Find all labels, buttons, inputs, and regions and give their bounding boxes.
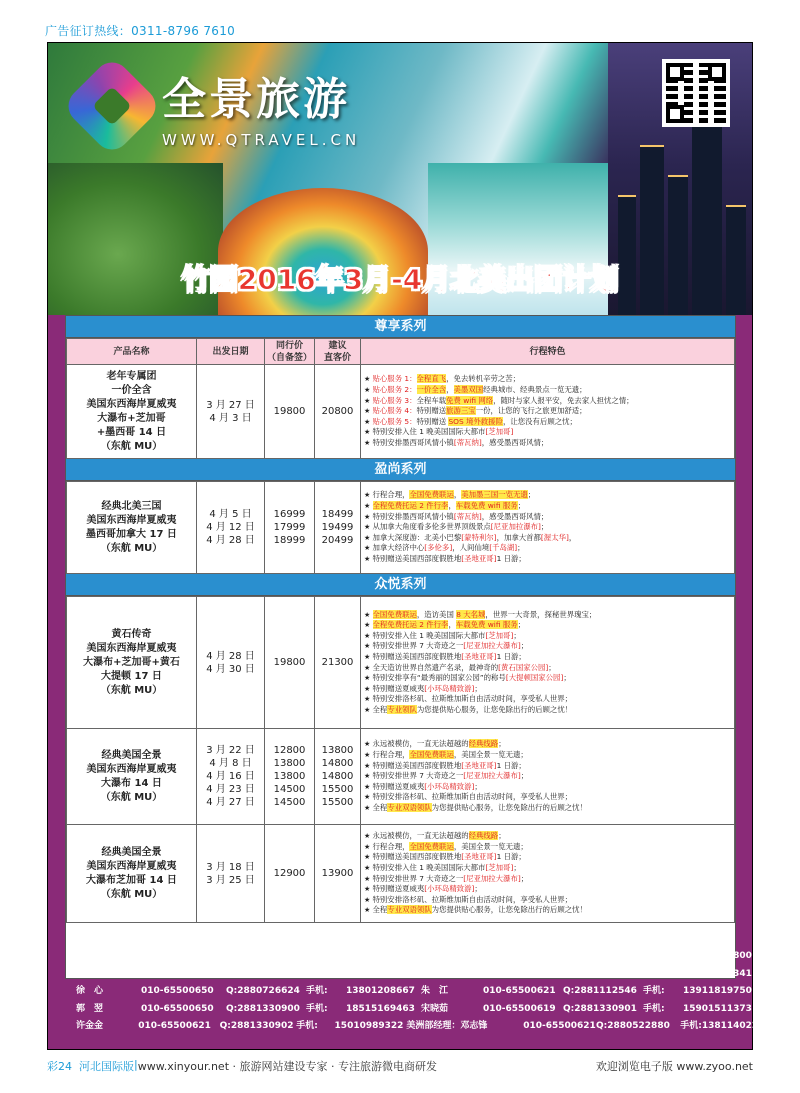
contact-mobile: 13811044341 — [683, 968, 752, 979]
feature-line: ★ 贴心服务 1：全程直飞，免去转机辛劳之苦； — [364, 374, 731, 385]
contact-qq: Q:2881112588 — [226, 968, 300, 979]
contact-tel: 010-65500650 — [141, 1003, 214, 1014]
cell-line: （东航 MU） — [100, 542, 163, 554]
cell-line: 13800 — [273, 771, 306, 782]
feature-line: ★ 特别安排入住 1 晚美国国际大都市[芝加哥]； — [364, 863, 731, 874]
cell-line: 大瀑布+芝加哥 — [97, 412, 166, 424]
contact-name: 郭 翌 — [76, 1003, 104, 1014]
cell-line: 18499 — [321, 509, 354, 520]
cell-line: 13800 — [273, 758, 306, 769]
tour-table-panel — [65, 315, 736, 979]
departure-dates — [197, 597, 265, 729]
feature-line: ★ 特别赠送夏威夷[小环岛精致游]； — [364, 884, 731, 895]
footer-right: 欢迎浏览电子版 www.zyoo.net — [595, 1060, 753, 1073]
cell-line: 4 月 27 日 — [206, 797, 255, 808]
feature-line: ★ 行程合理，全国免费联运，美加墨三国一览无遗； — [364, 490, 731, 501]
contact-row — [76, 983, 776, 1001]
retail-price — [315, 729, 361, 825]
features — [361, 825, 735, 923]
cell-line: 美国东西海岸夏威夷 — [86, 642, 177, 654]
cell-line: 美国东西海岸夏威夷 — [86, 514, 177, 526]
feature-line: ★ 全程专业领队为您提供贴心服务，让您免除出行的后顾之忧！ — [364, 705, 731, 716]
cell-line: 4 月 28 日 — [206, 535, 255, 546]
cell-line: 大瀑布 14 日 — [101, 777, 162, 789]
feature-line: ★ 从加拿大角度看多伦多世界顶级景点[尼亚加拉瀑布]； — [364, 522, 731, 533]
contact-mobile-label: 手机: — [306, 951, 328, 961]
cell-line: （东航 MU） — [100, 888, 163, 900]
cell-line: +墨西哥 14 日 — [96, 426, 167, 438]
cell-line: 18999 — [273, 535, 306, 546]
feature-line: ★ 特别安排入住 1 晚美国国际大都市[芝加哥] — [364, 427, 731, 438]
feature-line: ★ 永远被模仿，一直无法超越的经典线路； — [364, 831, 731, 842]
contact-row — [76, 948, 776, 966]
retail-price — [315, 597, 361, 729]
contact-list — [76, 948, 776, 1036]
cell-line: 美国东西海岸夏威夷 — [86, 398, 177, 410]
departure-dates — [197, 365, 265, 459]
cell-line: 19499 — [321, 522, 354, 533]
footer: 彩24 河北国际版 | www.xinyour.net · 旅游网站建设专家 · 专注旅游微电商研发 欢迎浏览电子版 www.zyoo.net — [47, 1058, 753, 1073]
feature-line: ★ 全程免费托运 2 件行李，车载免费 wifi 服务； — [364, 620, 731, 631]
cell-line: 4 月 8 日 — [209, 758, 252, 769]
retail-price — [315, 825, 361, 923]
cell-line: 19800 — [273, 657, 306, 668]
feature-line: ★ 特别赠送美国西部度假胜地[圣地亚哥]1 日游； — [364, 554, 731, 565]
logo-icon — [61, 55, 163, 157]
cell-line: 15500 — [321, 784, 354, 795]
table-row — [67, 729, 735, 825]
section-yingshang: 盈尚系列 — [66, 459, 735, 481]
header-feature: 行程特色 — [361, 339, 735, 365]
table-header — [67, 339, 735, 365]
feature-line: ★ 全国免费联运，造访美国 8 大名城，世界一大奇景，探秘世界瑰宝； — [364, 610, 731, 621]
product-name — [67, 365, 197, 459]
feature-line: ★ 全程免费托运 2 件行李，车载免费 wifi 服务； — [364, 501, 731, 512]
peer-price — [265, 597, 315, 729]
poster-frame — [47, 42, 771, 1050]
contact-name: 斯琴熬德 — [421, 968, 458, 979]
features — [361, 482, 735, 574]
features — [361, 597, 735, 729]
contact-tel: 010-65500617 — [141, 951, 214, 961]
contact-name: 王 羿 — [76, 968, 104, 979]
edition: 河北国际版 — [79, 1060, 134, 1073]
brand-logo — [76, 63, 360, 149]
manager-tel: 010-65500621 — [523, 1021, 596, 1031]
contact-mobile: 18515169463 — [346, 1003, 415, 1014]
peer-price — [265, 825, 315, 923]
feature-line: ★ 特别安排墨西哥风情小镇[蒂瓦纳]，感受墨西哥风情； — [364, 512, 731, 523]
peer-price — [265, 729, 315, 825]
contact-mobile: 13911819750 — [683, 986, 752, 996]
contact-tel: 010-65500616 — [483, 951, 556, 961]
product-name — [67, 482, 197, 574]
feature-line: ★ 贴心服务 3：全程车载免费 wifi 网络，随时与家人报平安，免去家人担忧之情； — [364, 396, 731, 407]
cell-line: 12800 — [273, 745, 306, 756]
departure-dates — [197, 482, 265, 574]
contact-name: 朱 江 — [421, 986, 449, 996]
hero-banner — [48, 43, 752, 315]
cell-line: 墨西哥加拿大 17 日 — [86, 528, 177, 540]
feature-line: ★ 特别赠送美国西部度假胜地[圣地亚哥]1 日游； — [364, 652, 731, 663]
product-name — [67, 825, 197, 923]
feature-line: ★ 加拿大经济中心[多伦多]，人间仙境[千岛湖]； — [364, 543, 731, 554]
footer-site: www.xinyour.net · 旅游网站建设专家 · 专注旅游微电商研发 — [137, 1060, 437, 1073]
contact-mobile-label: 手机: — [643, 951, 665, 961]
feature-line: ★ 特别安排洛杉矶、拉斯维加斯自由活动时间，享受私人世界； — [364, 792, 731, 803]
cell-line: （东航 MU） — [100, 791, 163, 803]
cell-line: 4 月 28 日 — [206, 650, 255, 662]
contact-mobile-label: 手机: — [643, 968, 665, 979]
contact-mobile-label: 手机: — [306, 968, 328, 979]
contact-tel: 010-65500650 — [141, 986, 214, 996]
feature-line: ★ 特别安排世界 7 大奇迹之一[尼亚加拉大瀑布]； — [364, 874, 731, 885]
cell-line: 20499 — [321, 535, 354, 546]
cell-line: 4 月 23 日 — [206, 784, 255, 795]
qr-code-icon — [662, 59, 730, 127]
tour-table-3 — [66, 596, 735, 923]
contact-mobile: 15010989322 — [334, 1021, 404, 1031]
product-name — [67, 729, 197, 825]
contact-mobile-label: 手机: — [296, 1021, 318, 1031]
header-date: 出发日期 — [197, 339, 265, 365]
contact-tel: 010-65500619 — [483, 1003, 556, 1014]
cell-line: 16999 — [273, 509, 306, 520]
ad-hotline: 广告征订热线：0311-8796 7610 — [45, 24, 236, 38]
contact-name: 宋晓茹 — [421, 1003, 449, 1014]
departure-dates — [197, 825, 265, 923]
feature-line: ★ 加拿大深度游：北美小巴黎[蒙特利尔]，加拿大首都[渥太华]， — [364, 533, 731, 544]
feature-line: ★ 特别安排洛杉矶、拉斯维加斯自由活动时间，享受私人世界； — [364, 694, 731, 705]
feature-line: ★ 特别赠送美国西部度假胜地[圣地亚哥]1 日游； — [364, 852, 731, 863]
cell-line: 美国东西海岸夏威夷 — [86, 860, 177, 872]
feature-line: ★ 贴心服务 2：一价全含，美墨双国经典城市、经典景点一览无遗； — [364, 385, 731, 396]
tour-table-1 — [66, 338, 735, 459]
cell-line: （东航 MU） — [100, 684, 163, 696]
cell-line: 美国东西海岸夏威夷 — [86, 763, 177, 775]
contact-qq: Q:2881330900 — [226, 1003, 300, 1014]
contact-tel: 010-65500619 — [483, 968, 556, 979]
contact-name: 穆 洋 — [76, 951, 104, 961]
table-row — [67, 825, 735, 923]
tour-table-2 — [66, 481, 735, 574]
feature-line: ★ 贴心服务 5：特别赠送 SOS 境外救援险，让您没有后顾之忧； — [364, 417, 731, 428]
feature-line: ★ 全程专业双语领队为您提供贴心服务，让您免除出行的后顾之忧！ — [364, 905, 731, 916]
contact-mobile-label: 手机: — [643, 986, 665, 996]
cell-line: 大瀑布+芝加哥+黄石 — [83, 656, 180, 668]
cell-line: 4 月 3 日 — [209, 412, 252, 424]
table-row — [67, 365, 735, 459]
cell-line: 14800 — [321, 771, 354, 782]
contact-tel: 010-65500621 — [483, 986, 556, 996]
departure-dates — [197, 729, 265, 825]
cell-line: 19800 — [273, 406, 306, 417]
brand-url: WWW.QTRAVEL.CN — [162, 131, 361, 149]
peer-price — [265, 482, 315, 574]
cell-line: 14500 — [273, 784, 306, 795]
peer-price — [265, 365, 315, 459]
table-row — [67, 597, 735, 729]
cell-line: 大提顿 17 日 — [101, 670, 162, 682]
page-number: 彩24 — [47, 1060, 72, 1073]
cell-line: 4 月 12 日 — [206, 522, 255, 533]
contact-name: 许金金 — [76, 1021, 104, 1031]
feature-line: ★ 永远被模仿，一直无法超越的经典线路； — [364, 739, 731, 750]
cell-line: 15500 — [321, 797, 354, 808]
section-zhongyue: 众悦系列 — [66, 574, 735, 596]
feature-line: ★ 特别安排世界 7 大奇迹之一[尼亚加拉大瀑布]； — [364, 771, 731, 782]
cell-line: 3 月 18 日 — [206, 861, 255, 873]
contact-row — [76, 1018, 776, 1036]
contact-qq: Q:2881330901 — [563, 1003, 637, 1014]
header-name: 产品名称 — [67, 339, 197, 365]
feature-line: ★ 全程专业双语领队为您提供贴心服务，让您免除出行的后顾之忧！ — [364, 803, 731, 814]
cell-line: 大瀑布芝加哥 14 日 — [86, 874, 177, 886]
feature-line: ★ 行程合理，全国免费联运，美国全景一览无遗； — [364, 750, 731, 761]
contact-mobile: 18510624977 — [346, 968, 415, 979]
brand-name: 全景旅游 — [162, 74, 350, 125]
retail-price — [315, 482, 361, 574]
contact-qq: Q:2881112517 — [226, 951, 300, 961]
contact-row — [76, 966, 776, 984]
feature-line: ★ 特别安排洛杉矶、拉斯维加斯自由活动时间，享受私人世界； — [364, 895, 731, 906]
header-peer: 同行价 （自备签） — [265, 339, 315, 365]
contact-mobile: 15901511373 — [683, 1003, 752, 1014]
contact-mobile: 15901106800 — [683, 951, 752, 961]
table-row — [67, 482, 735, 574]
contact-mobile-label: 手机: — [643, 1003, 665, 1014]
cell-line: 经典美国全景 — [101, 749, 162, 761]
cell-line: 20800 — [321, 406, 354, 417]
contact-mobile-label: 手机: — [306, 986, 328, 996]
feature-line: ★ 全天造访世界自然遗产名录，最神奇的[黄石国家公园]； — [364, 663, 731, 674]
product-name — [67, 597, 197, 729]
cell-line: 黄石传奇 — [111, 628, 152, 640]
page-title: 竹园2016年3月-4月北美出团计划 — [181, 263, 619, 296]
features — [361, 729, 735, 825]
cell-line: 3 月 25 日 — [206, 874, 255, 886]
contact-mobile-label: 手机: — [306, 1003, 328, 1014]
contact-row — [76, 1001, 776, 1019]
feature-line: ★ 特别赠送美国西部度假胜地[圣地亚哥]1 日游； — [364, 761, 731, 772]
cell-line: 13800 — [321, 745, 354, 756]
cell-line: 17999 — [273, 522, 306, 533]
retail-price — [315, 365, 361, 459]
cell-line: 经典北美三国 — [101, 500, 162, 512]
cell-line: 21300 — [321, 657, 354, 668]
features — [361, 365, 735, 459]
contact-qq: Q:2880726624 — [226, 986, 300, 996]
cell-line: 4 月 16 日 — [206, 771, 255, 782]
contact-tel: 010-65500619 — [141, 968, 214, 979]
feature-line: ★ 特别赠送夏威夷[小环岛精致游]； — [364, 782, 731, 793]
contact-name: 徐 心 — [76, 986, 104, 996]
section-zunxiang: 尊享系列 — [66, 316, 735, 338]
contact-qq: Q:2881330902 — [219, 1021, 294, 1031]
cell-line: 3 月 22 日 — [206, 745, 255, 756]
cell-line: 4 月 5 日 — [209, 509, 252, 520]
header-retail: 建议 直客价 — [315, 339, 361, 365]
manager-qq: Q:2880522880 — [595, 1021, 670, 1031]
contact-mobile: 13801208667 — [346, 986, 415, 996]
cell-line: 14500 — [273, 797, 306, 808]
cell-line: 4 月 30 日 — [206, 663, 255, 675]
cell-line: 12900 — [273, 868, 306, 879]
feature-line: ★ 特别安排入住 1 晚美国国际大都市[芝加哥]； — [364, 631, 731, 642]
manager-name: 美洲部经理：邓志锋 — [406, 1021, 488, 1031]
cell-line: 一价全含 — [111, 384, 152, 396]
cell-line: 3 月 27 日 — [206, 399, 255, 411]
feature-line: ★ 特别安排墨西哥风情小镇[蒂瓦纳]，感受墨西哥风情； — [364, 438, 731, 449]
feature-line: ★ 特别安排世界 7 大奇迹之一[尼亚加拉大瀑布]； — [364, 641, 731, 652]
cell-line: 老年专属团 — [106, 370, 157, 382]
contact-qq: Q:2881112608 — [563, 968, 637, 979]
contact-qq: Q:2881322920 — [563, 951, 637, 961]
feature-line: ★ 特别安排享有“最秀丽的国家公园”的称号[大提顿国家公园]； — [364, 673, 731, 684]
cell-line: （东航 MU） — [100, 440, 163, 452]
feature-line: ★ 贴心服务 4：特别赠送旅游三宝一份，让您的飞行之旅更加舒适； — [364, 406, 731, 417]
manager-mobile: 手机:13811402211 — [680, 1021, 771, 1031]
cell-line: 14800 — [321, 758, 354, 769]
feature-line: ★ 特别赠送夏威夷[小环岛精致游]； — [364, 684, 731, 695]
cell-line: 经典美国全景 — [101, 846, 162, 858]
feature-line: ★ 行程合理，全国免费联运，美国全景一览无遗； — [364, 842, 731, 853]
contact-tel: 010-65500621 — [138, 1021, 211, 1031]
contact-name: 李默轩 — [421, 951, 449, 961]
contact-mobile: 13439534788 — [346, 951, 415, 961]
contact-qq: Q:2881112546 — [563, 986, 637, 996]
cell-line: 13900 — [321, 868, 354, 879]
